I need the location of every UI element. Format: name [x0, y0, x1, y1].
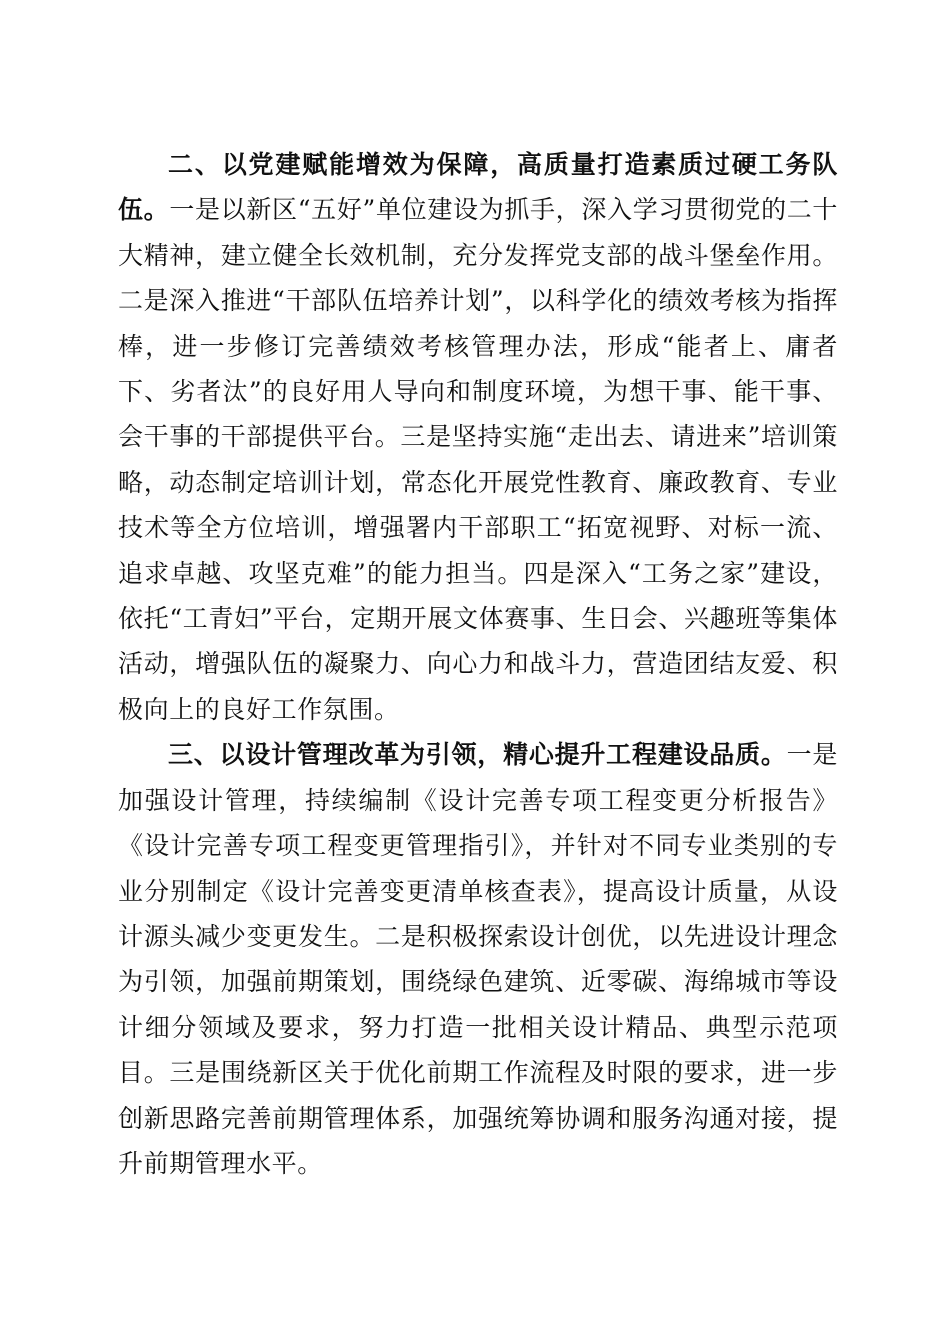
- paragraph-design-management: [118, 732, 838, 1186]
- paragraph-party-building: [118, 142, 838, 732]
- section-heading-3: 三、以设计管理改革为引领，精心提升工程建设品质。: [168, 740, 787, 770]
- section-body-3: 一是加强设计管理，持续编制《设计完善专项工程变更分析报告》《设计完善专项工程变更管理指引》，并针对不同专业类别的专业分别制定《设计完善变更清单核查表》，提高设计质量，从设计源头减少变更发生。二是积极探索设计创优，以先进设计理念为引领，加强前期策划，围绕绿色建筑、近零碳、海绵城市等设计细分领域及要求，努力打造一批相关设计精品、典型示范项目。三是围绕新区关于优化前期工作流程及时限的要求，进一步创新思路完善前期管理体系，加强统筹协调和服务沟通对接，提升前期管理水平。: [118, 740, 839, 1178]
- section-body-2: 一是以新区“五好”单位建设为抓手，深入学习贯彻党的二十大精神，建立健全长效机制，充分发挥党支部的战斗堡垒作用。二是深入推进“干部队伍培养计划”，以科学化的绩效考核为指挥棒，进一步修订完善绩效考核管理办法，形成“能者上、庸者下、劣者汰”的良好用人导向和制度环境，为想干事、能干事、会干事的干部提供平台。三是坚持实施“走出去、请进来”培训策略，动态制定培训计划，常态化开展党性教育、廉政教育、专业技术等全方位培训，增强署内干部职工“拓宽视野、对标一流、追求卓越、攻坚克难”的能力担当。四是深入“工务之家”建设，依托“工青妇”平台，定期开展文体赛事、生日会、兴趣班等集体活动，增强队伍的凝聚力、向心力和战斗力，营造团结友爱、积极向上的良好工作氛围。: [118, 195, 839, 724]
- section-heading-2: 二、以党建赋能增效为保障，高质量打造素质过硬工务队伍。: [118, 150, 838, 225]
- document-body: [118, 142, 838, 1186]
